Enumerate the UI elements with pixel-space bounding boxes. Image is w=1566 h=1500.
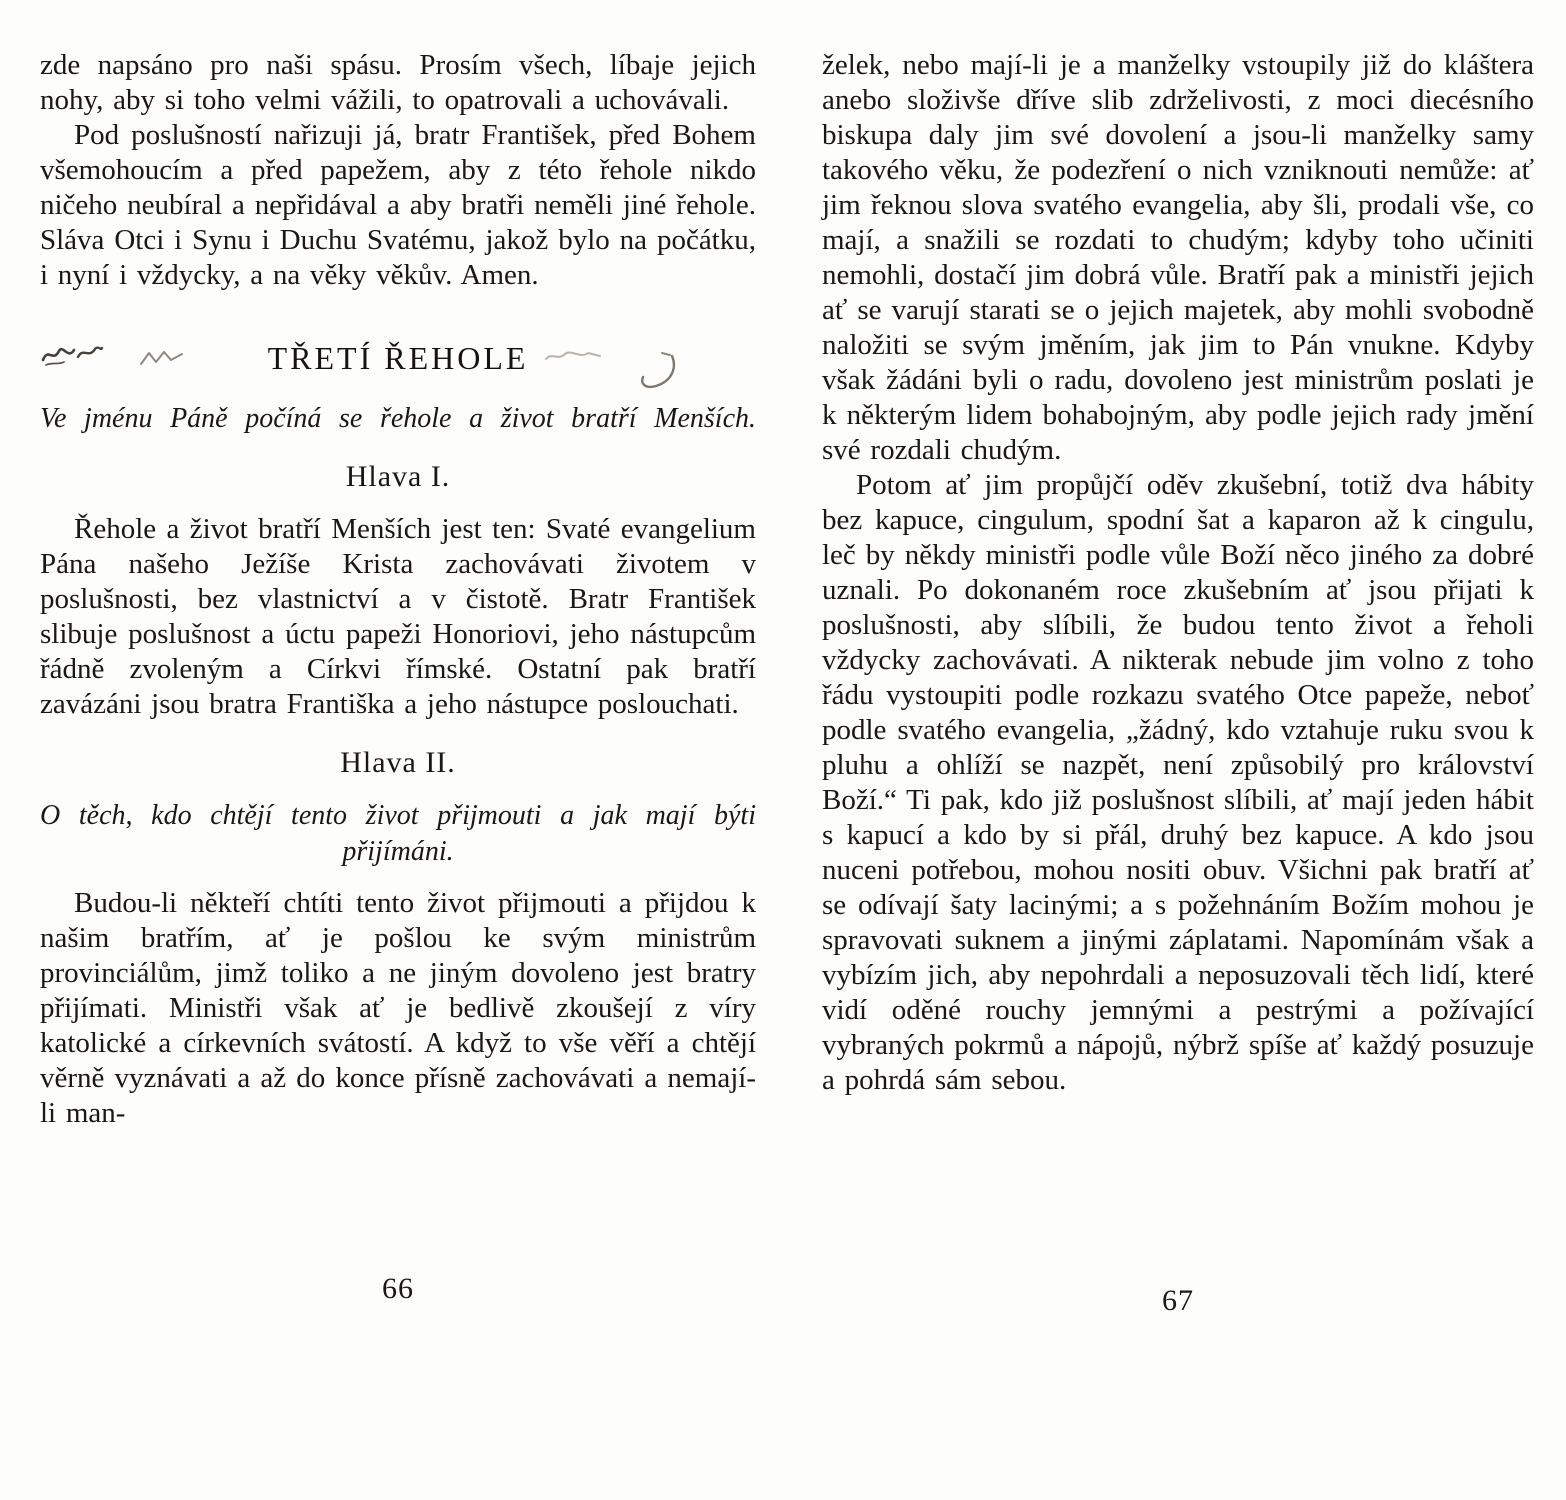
body-paragraph: Potom ať jim propůjčí oděv zkušební, totiž dva hábity bez kapuce, cingulum, spodní šat a kaparon až k cingulu, leč by někdy ministři podle vůle Boží něco jiného za dobré uznali. Po dokonaném roce zkušebním ať jsou přijati k poslušnosti, aby slíbili, že budou tento život a řeholi vždycky zachovávati. A nikterak nebude jim volno z toho řádu vystoupiti podle rozkazu svatého Otce papeže, neboť podle svatého evangelia, „žádný, kdo vztahuje ruku svou k pluhu a ohlíží se nazpět, není způsobilý pro království Boží.“ Ti pak, kdo již poslušnost slíbili, ať mají jeden hábit s kapucí a kdo by si přál, druhý bez kapuce. A kdo jsou nuceni potřebou, mohou nositi obuv. Všichni pak bratří ať se odívají šaty lacinými; a s požehnáním Božím mohou je spravovati suknem a jinými záplatami. Napomínám však a vybízím jich, aby nepohrdali a neposuzovali těch lidí, které vidí oděné rouchy jemnými a pestrými a požívající vybraných pokrmů a nápojů, nýbrž spíše ať každý posuzuje a pohrdá sám sebou.	[822, 469, 1534, 1096]
section-title: TŘETÍ ŘEHOLE	[267, 340, 529, 376]
body-paragraph: zde napsáno pro naši spásu. Prosím všech, líbaje jejich nohy, aby si toho velmi vážili, to opatrovali a uchovávali.	[40, 49, 756, 116]
chapter-2-heading: Hlava II.	[340, 746, 456, 779]
section-heading-row	[40, 337, 756, 379]
chapter-1-heading: Hlava I.	[345, 460, 451, 493]
handwritten-scribble-icon	[542, 345, 604, 367]
body-paragraph: Budou-li někteří chtíti tento život přijmouti a přijdou k našim bratřím, ať je pošlou ke svým ministrům provinciálům, jimž toliko a ne jiným dovoleno jest bratry přijímati. Ministři však ať je bedlivě zkoušejí z víry katolické a církevních svátostí. A když to vše věří a chtějí věrně vyznávati a až do konce přísně zachovávati a nemají-li man-	[40, 887, 756, 1129]
incipit-line: Ve jménu Páně počíná se řehole a život bratří Menších.	[40, 403, 756, 434]
page-number-left: 66	[382, 1272, 414, 1305]
body-paragraph: želek, nebo mají-li je a manželky vstoupily již do kláštera anebo složivše dříve slib zdrželivosti, z moci diecésního biskupa daly jim své dovolení a jsou-li manželky samy takového věku, že podezření o nich vzniknouti nemůže: ať jim řeknou slova svatého evangelia, aby šli, prodali vše, co mají, a snažili se rozdati to chudým; kdyby toho učiniti nemohli, dostačí jim dobrá vůle. Bratří pak a ministři jejich ať se varují starati se o jejich majetek, aby mohli svobodně naložiti se svým jměním, jak jim to Pán vnukne. Kdyby však žádáni byli o radu, dovoleno jest ministrům poslati je k některým lidem bohabojným, aby podle jejich rady jmění své rozdali chudým.	[822, 49, 1534, 466]
body-paragraph: Řehole a život bratří Menších jest ten: Svaté evangelium Pána našeho Ježíše Krista zachovávati životem v poslušnosti, bez vlastnictví a v čistotě. Bratr František slibuje poslušnost a úctu papeži Honoriovi, jeho nástupcům řádně zvoleným a Církvi římské. Ostatní pak bratří zavázáni jsou bratra Františka a jeho nástupce poslouchati.	[40, 513, 756, 720]
body-paragraph: Pod poslušností nařizuji já, bratr František, před Bohem všemohoucím a před papežem, aby z této řehole nikdo ničeho neubíral a nepřidával a aby bratři neměli jiné řehole. Sláva Otci i Synu i Duchu Svatému, jakož bylo na počátku, i nyní i vždycky, a na věky věkův. Amen.	[40, 119, 756, 291]
page-number-right: 67	[1162, 1284, 1194, 1317]
handwritten-scribble-icon	[138, 347, 188, 371]
page-right	[822, 48, 1534, 1468]
chapter-2-subtitle: O těch, kdo chtějí tento život přijmouti a jak mají býti přijímáni.	[40, 800, 756, 867]
handwritten-scribble-icon	[40, 341, 104, 369]
handwritten-scribble-icon	[628, 353, 682, 399]
page-left	[40, 48, 756, 1468]
